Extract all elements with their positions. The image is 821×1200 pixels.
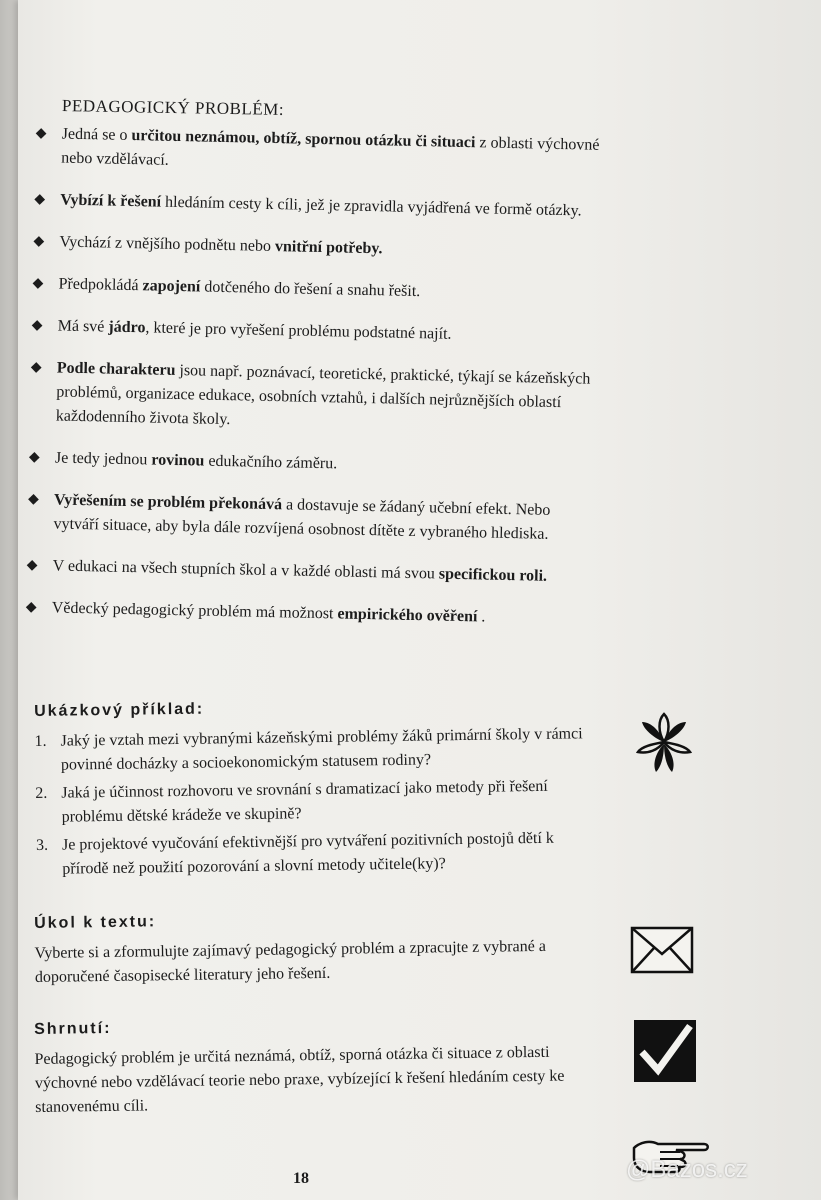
bullet-emphasis: specifickou roli. bbox=[438, 565, 548, 585]
bullet-item bbox=[31, 314, 596, 350]
example-item bbox=[34, 722, 595, 778]
summary-section bbox=[34, 1010, 595, 1120]
bullet-text: dotčeného do řešení a snahu řešit. bbox=[200, 278, 421, 301]
example-item bbox=[36, 826, 597, 882]
diamond-bullet-icon: ◆ bbox=[25, 599, 37, 616]
example-number: 2. bbox=[35, 784, 48, 802]
example-item bbox=[35, 774, 596, 830]
bullet-item bbox=[26, 554, 591, 590]
bullet-text: Vychází z vnějšího podnětu nebo bbox=[59, 233, 276, 256]
diamond-bullet-icon: ◆ bbox=[26, 557, 38, 574]
bullet-text: . bbox=[477, 608, 486, 626]
example-text: Jaká je účinnost rozhovoru ve srovnání s dramatizací jako metody při řešení problému dětské krádeže ve skupině? bbox=[61, 777, 548, 826]
bullet-emphasis: zapojení bbox=[142, 277, 201, 296]
diamond-bullet-icon: ◆ bbox=[33, 233, 45, 250]
bullet-item bbox=[32, 272, 597, 308]
bullet-emphasis: jádro bbox=[108, 318, 146, 337]
bullet-text: hledáním cesty k cíli, jež je zpravidla vyjádřená ve formě otázky. bbox=[160, 193, 582, 220]
bullet-text: , které je pro vyřešení problému podstatné najít. bbox=[145, 319, 452, 343]
bullet-text: Předpokládá bbox=[58, 275, 143, 295]
task-text: Vyberte si a zformulujte zajímavý pedagogický problém a zpracujte z vybrané a doporučené časopisecké literatury jeho řešení. bbox=[34, 937, 546, 986]
bullet-emphasis: empirického ověření bbox=[337, 605, 478, 626]
example-title: Ukázkový příklad: bbox=[34, 700, 205, 720]
example-section bbox=[34, 692, 597, 886]
book-spine-edge bbox=[0, 0, 20, 1200]
bullet-emphasis: vnitřní potřeby. bbox=[274, 238, 383, 258]
bullet-text: Vědecký pedagogický problém má možnost bbox=[51, 599, 338, 623]
bullet-text: Jedná se o bbox=[61, 125, 132, 145]
bullet-text: edukačního záměru. bbox=[204, 452, 338, 473]
diamond-bullet-icon: ◆ bbox=[32, 275, 44, 292]
bullet-text: a dostavuje se žádaný učební efekt. Nebo vytváří situace, aby byla dále rozvíjená osobnost dítěte z vybraného hlediska. bbox=[53, 496, 551, 543]
section-heading: PEDAGOGICKÝ PROBLÉM: bbox=[61, 96, 285, 119]
diamond-bullet-icon: ◆ bbox=[31, 317, 43, 334]
bullet-text: V edukaci na všech stupních škol a v každé oblasti má svou bbox=[52, 557, 440, 583]
bullet-text: z oblasti výchovné nebo vzdělávací. bbox=[61, 134, 600, 169]
summary-title: Shrnutí: bbox=[34, 1019, 112, 1038]
summary-text: Pedagogický problém je určitá neznámá, obtíž, sporná otázka či situace z oblasti výchovné nebo vzdělávací teorie nebo praxe, vybízející k řešení hledáním cesty ke stanovenému cíli. bbox=[34, 1043, 565, 1116]
flower-icon bbox=[634, 712, 694, 774]
example-text: Je projektové vyučování efektivnější pro vytváření pozitivních postojů dětí k přírodě než použití pozorování a slovní metody učitele(ky)? bbox=[61, 829, 554, 878]
diamond-bullet-icon: ◆ bbox=[35, 125, 47, 142]
bullet-text: jsou např. poznávací, teoretické, praktické, týkají se kázeňských problémů, organizace edukace, osobních vztahů, i dalších nejrůznějších oblastí každodenního života školy. bbox=[55, 361, 591, 429]
bullet-emphasis: Vyřešením se problém překonává bbox=[53, 491, 283, 514]
bullet-emphasis: určitou neznámou, obtíž, spornou otázku či situaci bbox=[131, 127, 476, 152]
bullet-list bbox=[25, 122, 601, 650]
diamond-bullet-icon: ◆ bbox=[30, 359, 42, 376]
example-list bbox=[34, 722, 596, 882]
task-section bbox=[34, 904, 595, 990]
example-number: 1. bbox=[34, 732, 47, 750]
bullet-item bbox=[29, 446, 594, 482]
bullet-text: Má své bbox=[57, 317, 109, 336]
diamond-bullet-icon: ◆ bbox=[28, 449, 40, 466]
bullet-item bbox=[34, 188, 599, 224]
checkmark-icon bbox=[632, 1018, 698, 1084]
bullet-emphasis: rovinou bbox=[151, 451, 205, 470]
diamond-bullet-icon: ◆ bbox=[27, 491, 40, 508]
example-number: 3. bbox=[35, 836, 49, 854]
bullet-emphasis: Podle charakteru bbox=[56, 359, 176, 379]
bullet-emphasis: Vybízí k řešení bbox=[60, 191, 162, 211]
page-number: 18 bbox=[293, 1170, 309, 1187]
watermark: @Bazos.cz bbox=[626, 1156, 748, 1183]
bullet-item bbox=[33, 230, 598, 266]
bullet-text: Je tedy jednou bbox=[54, 449, 152, 469]
bullet-item bbox=[30, 356, 596, 440]
bullet-item bbox=[26, 596, 591, 632]
example-text: Jaký je vztah mezi vybranými kázeňskými problémy žáků primární školy v rámci povinné docházky a socioekonomickým statusem rodiny? bbox=[60, 725, 583, 774]
diamond-bullet-icon: ◆ bbox=[34, 191, 46, 208]
bullet-item bbox=[27, 488, 593, 548]
envelope-icon bbox=[630, 926, 694, 974]
task-title: Úkol k textu: bbox=[34, 913, 157, 932]
